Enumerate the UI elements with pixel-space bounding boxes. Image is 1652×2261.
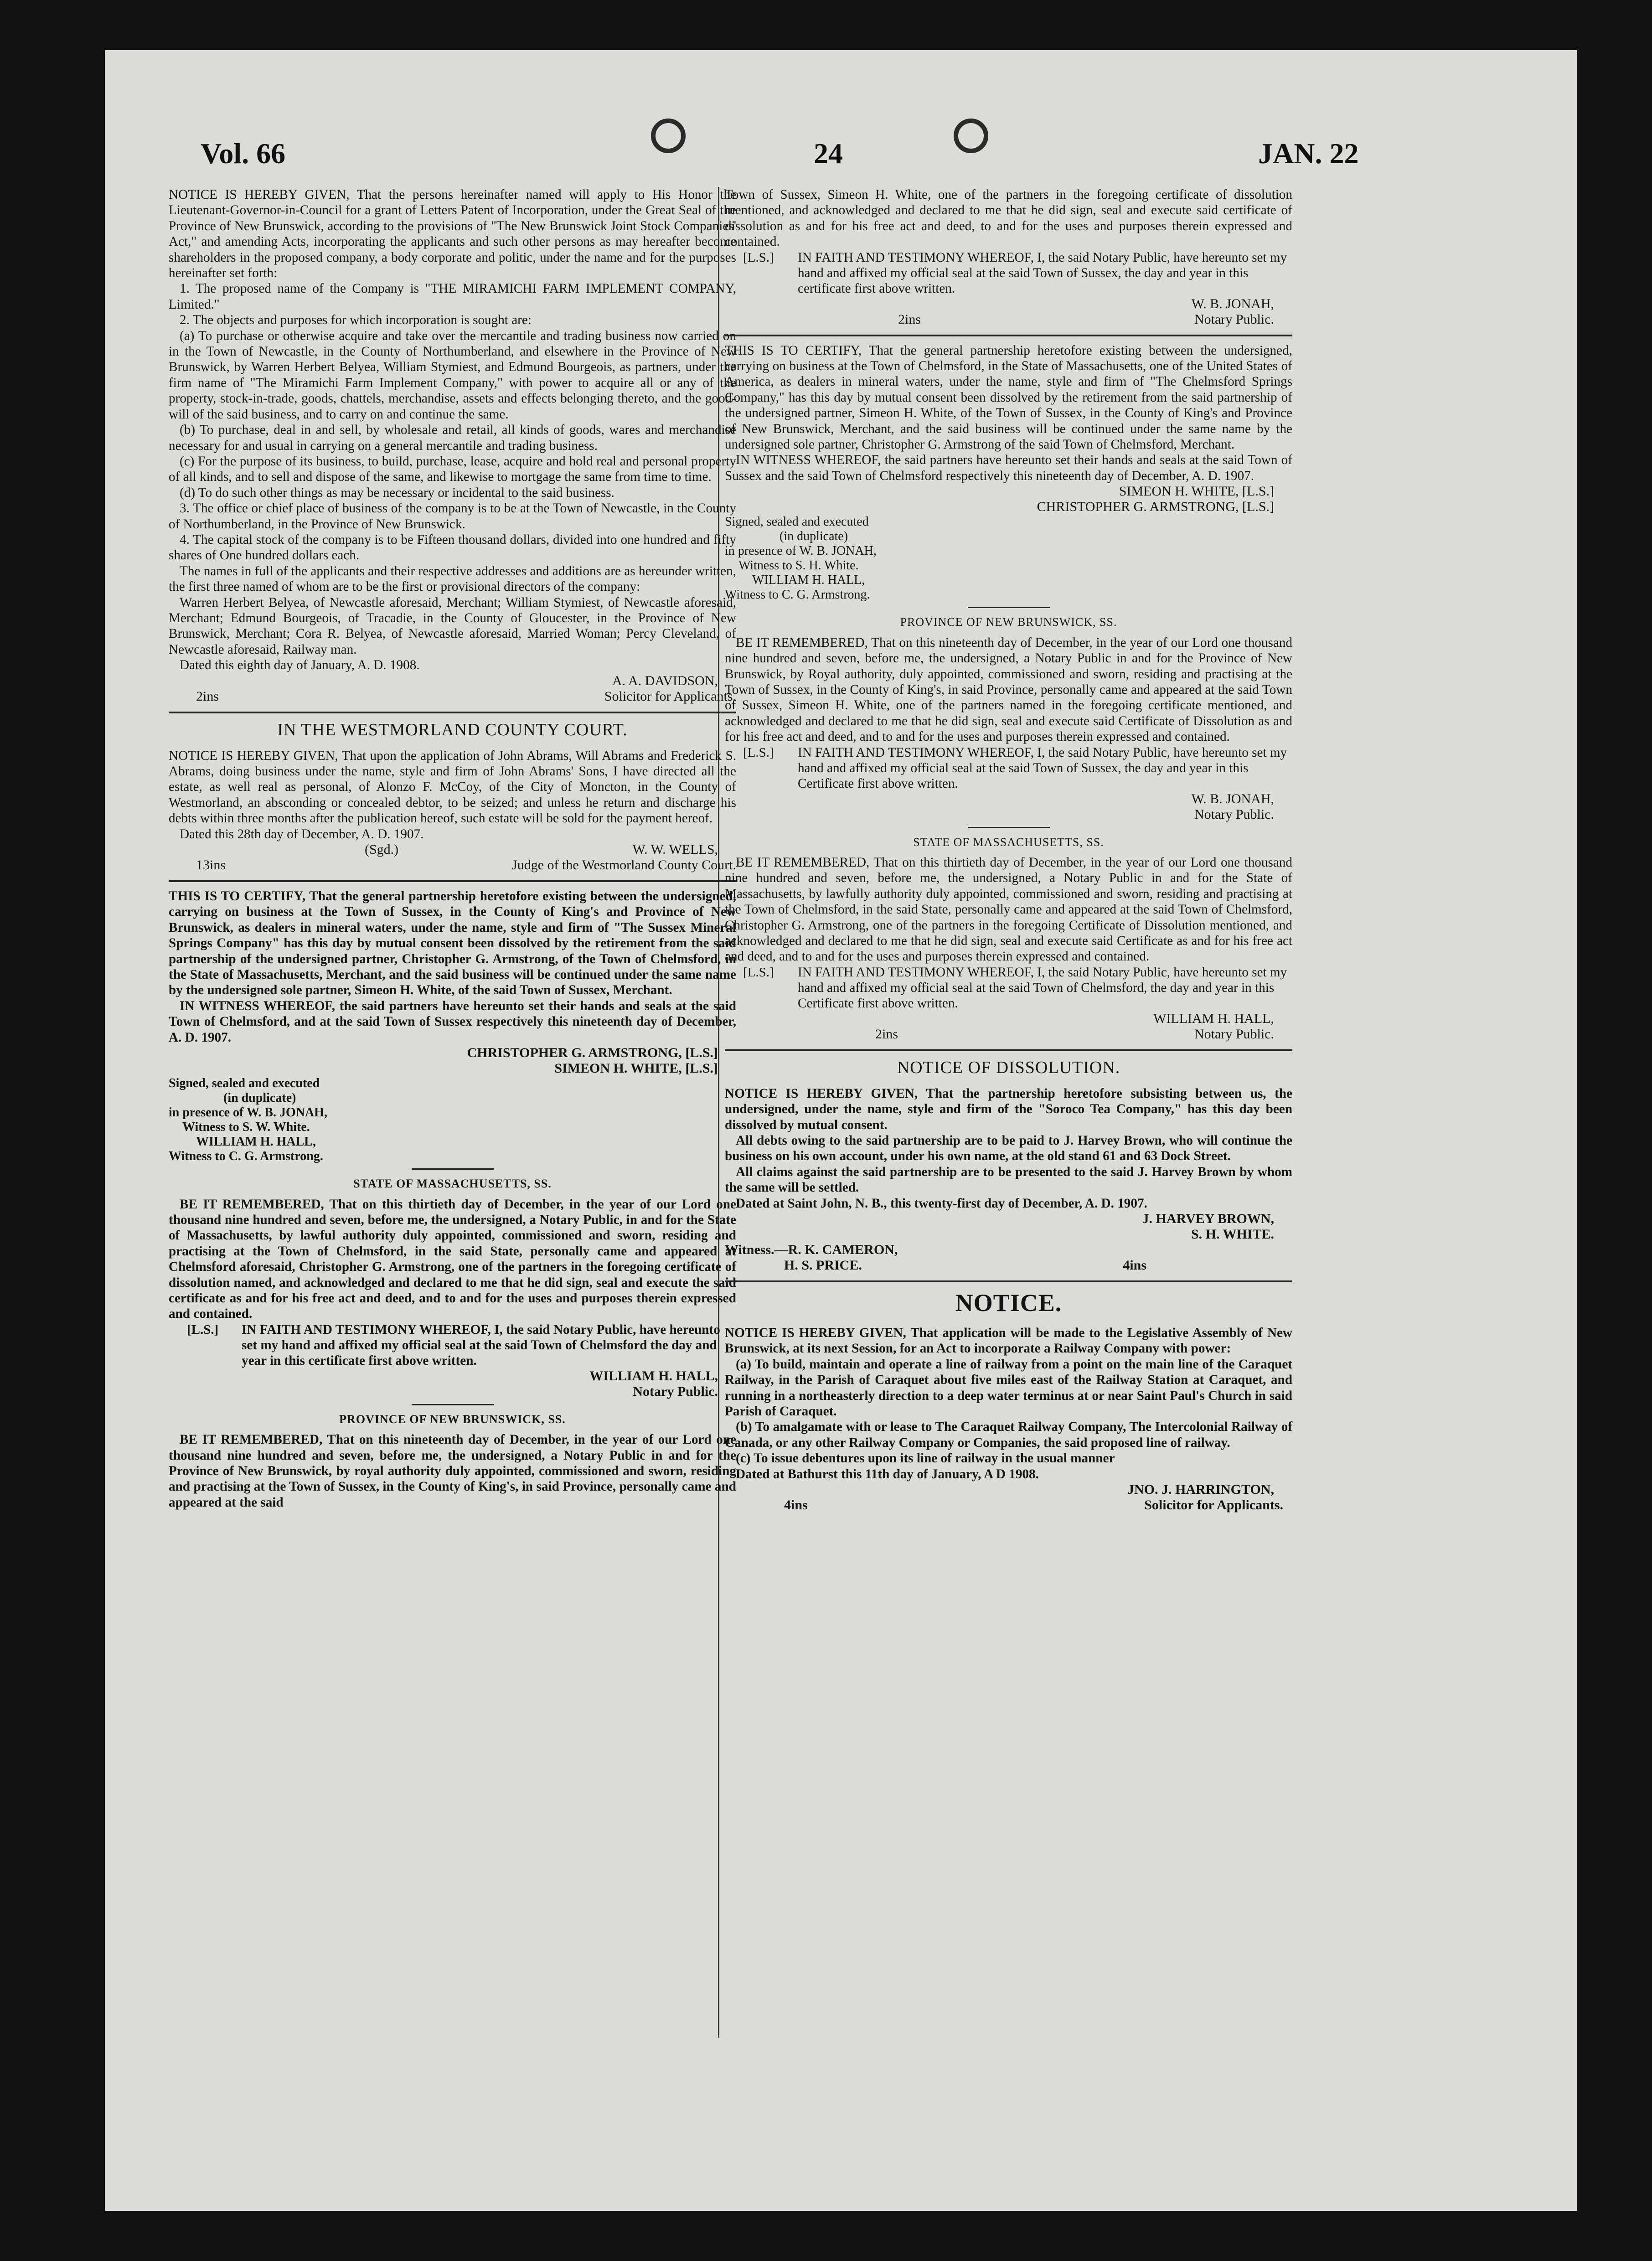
court-heading: IN THE WESTMORLAND COUNTY COURT. [277, 720, 628, 739]
issue-date: JAN. 22 [1258, 137, 1359, 170]
rail-footer [725, 1497, 1292, 1513]
witness-line: Witness to S. W. White. [182, 1120, 310, 1135]
diss-ins: 4ins [1123, 1258, 1146, 1273]
witness-line: (in duplicate) [780, 529, 848, 544]
chel-sig2: CHRISTOPHER G. ARMSTRONG, [L.S.] [1037, 499, 1274, 515]
punch-hole-left [651, 119, 686, 153]
volume-label: Vol. 66 [201, 137, 286, 170]
chel-ins: 2ins [875, 1026, 898, 1042]
punch-hole-right [954, 119, 988, 153]
page-number: 24 [814, 137, 843, 170]
dissolution-notice [725, 1086, 1292, 1273]
rail-p1: NOTICE IS HEREBY GIVEN, That application will be made to the Legislative Assembly of New Brunswick, at its next Session, for an Act to incorporate a Railway Company with power: [725, 1326, 1292, 1356]
short-divider [412, 1404, 494, 1405]
farm-ins: 2ins [196, 688, 219, 704]
farm-p6: (c) For the purpose of its business, to build, purchase, lease, acquire and hold real and personal property of all kinds, and to sell and dispose of the same, and likewise to mortgage the same from time to time. [169, 454, 736, 485]
witness-line: (in duplicate) [223, 1091, 296, 1105]
chelmsford-certificate [725, 343, 1292, 1042]
seal-mark: [L.S.] [743, 745, 774, 760]
sussex-p3: BE IT REMEMBERED, That on this thirtieth day of December, in the year of our Lord one thousand nine hundred and seven, before me, the undersigned, a Notary Public, in and for the State of Massachusetts, by lawful authority duly appointed, commissioned and sworn, residing and practising at the Town of Chelmsford, in the said State, personally came and appeared at Chelmsford aforesaid, Christopher G. Armstrong, one of the partners in the foregoing certificate of dissolution named, and acknowledged and declared to me that he did sign, seal and execute the said certificate as and for his free act and deed, and to and for the uses and purposes therein expressed and contained. [169, 1197, 736, 1321]
farm-footer [169, 689, 736, 704]
cont-ins: 2ins [898, 311, 921, 327]
court-footer [169, 857, 736, 873]
witness-line: WILLIAM H. HALL, [196, 1135, 316, 1149]
sussex-state: STATE OF MASSACHUSETTS, SS. [353, 1177, 552, 1191]
dissolution-heading: NOTICE OF DISSOLUTION. [897, 1058, 1120, 1077]
sussex-p1: THIS IS TO CERTIFY, That the general partnership heretofore existing between the undersigned, carrying on business at the Town of Sussex, in the County of King's and Province of New Brunswick, as dealers in mineral waters, under the name, style and firm of "The Sussex Mineral Springs Company" has this day by mutual consent been dissolved by the retirement from the said partnership of the undersigned partner, Christopher G. Armstrong, of the Town of Chelmsford, in the State of Massachusetts, Merchant, and the said business will be continued under the same name by the undersigned sole partner, Simeon H. White, of the said Town of Sussex, Merchant. [169, 889, 736, 998]
divider [169, 712, 736, 713]
farm-p2: 1. The proposed name of the Company is "THE MIRAMICHI FARM IMPLEMENT COMPANY, Limited." [169, 281, 736, 312]
farm-p10: The names in full of the applicants and their respective addresses and additions are as hereunder written, the first three named of whom are to be the first or provisional directors of the company: [169, 563, 736, 594]
divider [725, 1049, 1292, 1051]
chel-sig1: SIMEON H. WHITE, [L.S.] [1119, 484, 1274, 499]
sussex-p5: BE IT REMEMBERED, That on this nineteenth day of December, in the year of our Lord one thousand nine hundred and seven, before me, the undersigned, a Notary Public in and for the Province of New Brunswick, by royal authority duly appointed, commissioned and sworn, residing and practising at the Town of Sussex, in the County of King's, in said Province, personally came and appeared at the said [169, 1432, 736, 1510]
sussex-certificate [169, 888, 736, 1510]
chel-seal-block-1 [743, 745, 1292, 791]
diss-witness2: H. S. PRICE. [784, 1258, 862, 1273]
cont-notary: W. B. JONAH, [1191, 296, 1274, 311]
short-divider [412, 1168, 494, 1170]
witness-line: WILLIAM H. HALL, [752, 573, 865, 588]
sussex-notary-role: Notary Public. [633, 1383, 718, 1399]
chel-notary1-role: Notary Public. [1194, 806, 1274, 822]
chel-p4: IN FAITH AND TESTIMONY WHEREOF, I, the said Notary Public, have hereunto set my hand and affixed my official seal at the said Town of Sussex, the day and year in this Certificate first above written. [798, 745, 1287, 791]
cont-p2: IN FAITH AND TESTIMONY WHEREOF, I, the said Notary Public, have hereunto set my hand and affixed my official seal at the said Town of Sussex, the day and year in this certificate first above written. [798, 250, 1287, 296]
diss-s1: J. HARVEY BROWN, [1142, 1211, 1274, 1227]
farm-role: Solicitor for Applicants. [604, 688, 736, 704]
railway-heading: NOTICE. [955, 1289, 1062, 1317]
witness-line: Witness to C. G. Armstrong. [725, 588, 870, 602]
railway-notice [725, 1325, 1292, 1513]
witness-line: Witness to S. H. White. [738, 558, 859, 573]
short-divider [968, 607, 1050, 608]
farm-implement-notice [169, 187, 736, 704]
rail-ins: 4ins [784, 1497, 808, 1513]
court-signer: W. W. WELLS, [632, 842, 718, 857]
diss-s2: S. H. WHITE. [1191, 1227, 1274, 1242]
divider [725, 335, 1292, 336]
witness-line: Signed, sealed and executed [725, 515, 869, 529]
witness-line: in presence of W. B. JONAH, [725, 544, 877, 558]
seal-mark: [L.S.] [743, 250, 774, 265]
cont-footer [725, 312, 1292, 327]
chel-p1: THIS IS TO CERTIFY, That the general partnership heretofore existing between the undersigned, carrying on business at the Town of Chelmsford, in the State of Massachusetts, one of the United States of America, as dealers in mineral waters, under the name, style and firm of "The Chelmsford Springs Company," has this day by mutual consent been dissolved by the retirement from the said partnership of the undersigned partner, Simeon H. White, of the Town of Sussex, in the County of King's and Province of New Brunswick, Merchant, and the said business will be continued under the same name by the undersigned sole partner, Christopher G. Armstrong of the said Town of Chelmsford, Merchant. [725, 343, 1292, 452]
farm-p11: Warren Herbert Belyea, of Newcastle aforesaid, Merchant; William Stymiest, of Newcastle aforesaid, Merchant; Edmund Bourgeois, of Tracadie, in the County of Gloucester, in the Province of New Brunswick, Merchant; Cora R. Belyea, of Newcastle aforesaid, Married Woman; Percy Cleveland, of Newcastle aforesaid, Railway man. [169, 595, 736, 657]
sussex-province: PROVINCE OF NEW BRUNSWICK, SS. [339, 1412, 566, 1426]
witness-line: in presence of W. B. JONAH, [169, 1105, 327, 1120]
rail-role: Solicitor for Applicants. [1144, 1497, 1283, 1513]
court-notice [169, 748, 736, 873]
court-sign-row [169, 842, 736, 857]
sussex-sig1: CHRISTOPHER G. ARMSTRONG, [L.S.] [467, 1045, 718, 1061]
continued-certificate [725, 187, 1292, 327]
farm-p1: NOTICE IS HEREBY GIVEN, That the persons hereinafter named will apply to His Honor the Lieutenant-Governor-in-Council for a grant of Letters Patent of Incorporation, under the Great Seal of the Province of New Brunswick, according to the provisions of "The New Brunswick Joint Stock Companies' Act," and amending Acts, incorporating the applicants and such other persons as may hereafter become shareholders in the proposed company, a body corporate and politic, under the name and for the purposes hereinafter set forth: [169, 187, 736, 281]
rail-p3: (b) To amalgamate with or lease to The Caraquet Railway Company, The Intercolonial Railway of Canada, or any other Railway Company or Companies, the said proposed line of railway. [725, 1420, 1292, 1450]
sussex-notary: WILLIAM H. HALL, [589, 1368, 718, 1383]
court-role: Judge of the Westmorland County Court. [512, 857, 736, 873]
diss-p3: All claims against the said partnership are to be presented to the said J. Harvey Brown by whom the same will be settled. [725, 1164, 1292, 1195]
chel-witnesses [725, 515, 1292, 602]
farm-signer: A. A. DAVIDSON, [612, 673, 718, 688]
court-p1: NOTICE IS HEREBY GIVEN, That upon the application of John Abrams, Will Abrams and Frederick S. Abrams, doing business under the name, style and firm of John Abrams' Sons, I have directed all the estate, as well real as personal, of Alonzo F. McCoy, of the City of Moncton, in the County of Westmorland, an absconding or concealed debtor, to be seized; and unless he return and discharge his debts within three months after the publication hereof, such estate will be sold for the payment hereof. [169, 748, 736, 826]
rail-p4: (c) To issue debentures upon its line of railway in the usual manner [736, 1451, 1115, 1466]
chel-notary2-role: Notary Public. [1194, 1026, 1274, 1042]
short-divider [968, 827, 1050, 828]
cont-role: Notary Public. [1194, 311, 1274, 327]
cont-p1: Town of Sussex, Simeon H. White, one of the partners in the foregoing certificate of dissolution mentioned, and acknowledged and declared to me that he did sign, seal and execute said certificate of dissolution as and for his free act and deed, to and for the uses and purposes therein expressed and contained. [725, 187, 1292, 249]
witness-line: Witness to C. G. Armstrong. [169, 1149, 323, 1164]
chel-notary2: WILLIAM H. HALL, [1153, 1011, 1274, 1026]
chel-state: STATE OF MASSACHUSETTS, SS. [913, 835, 1104, 849]
chel-seal-block-2 [743, 965, 1292, 1011]
right-column [725, 187, 1292, 1520]
chel-p3: BE IT REMEMBERED, That on this nineteenth day of December, in the year of our Lord one thousand nine hundred and seven, before me, the undersigned, a Notary Public in and for the Province of New Brunswick, by Royal authority, duly appointed, commissioned and sworn, residing and practising at the Town of Sussex, in the County of King's, in said Province, personally came and appeared at the said Town of Sussex, Simeon H. White, one of the partners named in the foregoing certificate mentioned, and acknowledged and declared to me that he did sign, seal and execute said Certificate of Dissolution as and for his free act and deed, and to and for the uses and purposes therein expressed and contained. [725, 635, 1292, 744]
left-column [169, 187, 736, 1518]
chel-p2: IN WITNESS WHEREOF, the said partners have hereunto set their hands and seals at the said Town of Sussex and the said Town of Chelmsford respectively this nineteenth day of December, A. D. 1907. [725, 453, 1292, 483]
chel-p5: BE IT REMEMBERED, That on this thirtieth day of December, in the year of our Lord one thousand nine hundred and seven, before me, the undersigned, a Notary Public in and for the State of Massachusetts, by lawfully authority duly appointed, commissioned and sworn, residing and practising at the Town of Chelmsford, in the said State, personally came and appeared at the said Town of Chelmsford, Christopher G. Armstrong, one of the partners in the foregoing Certificate of Dissolution mentioned, and acknowledged and declared to me that he did sign, seal and execute said Certificate as and for his free act and deed, and to and for the uses and purposes therein expressed and contained. [725, 855, 1292, 964]
chel-province: PROVINCE OF NEW BRUNSWICK, SS. [900, 615, 1117, 629]
court-dated: Dated this 28th day of December, A. D. 1907. [180, 826, 424, 841]
rail-dated: Dated at Bathurst this 11th day of January, A D 1908. [736, 1466, 1039, 1482]
chel-notary1: W. B. JONAH, [1191, 791, 1274, 806]
divider [725, 1280, 1292, 1282]
diss-p1: NOTICE IS HEREBY GIVEN, That the partnership heretofore subsisting between us, the undersigned, under the name, style and firm of the "Soroco Tea Company," has this day been dissolved by mutual consent. [725, 1086, 1292, 1132]
divider [169, 880, 736, 882]
rail-p2: (a) To build, maintain and operate a line of railway from a point on the main line of the Caraquet Railway, in the Parish of Caraquet about five miles east of the Railway Station at Caraquet, and running in a northeasterly direction to a deep water terminus at or near Saint Paul's Church in said Parish of Caraquet. [725, 1357, 1292, 1419]
diss-witness1: Witness.—R. K. CAMERON, [725, 1242, 898, 1258]
sussex-p2: IN WITNESS WHEREOF, the said partners have hereunto set their hands and seals at the said Town of Chelmsford, and at the said Town of Sussex respectively this nineteenth day of December, A. D. 1907. [169, 998, 736, 1045]
court-sgd: (Sgd.) [365, 842, 399, 857]
rail-signer: JNO. J. HARRINGTON, [1127, 1482, 1274, 1497]
farm-p3: 2. The objects and purposes for which incorporation is sought are: [180, 313, 532, 328]
cont-seal-block [743, 250, 1292, 296]
farm-p9: 4. The capital stock of the company is to be Fifteen thousand dollars, divided into one hundred and fifty shares of One hundred dollars each. [169, 532, 736, 563]
chel-p6: IN FAITH AND TESTIMONY WHEREOF, I, the said Notary Public, have hereunto set my hand and affixed my official seal at the said Town of Chelmsford, the day and year in this Certificate first above written. [798, 965, 1287, 1011]
farm-p5: (b) To purchase, deal in and sell, by wholesale and retail, all kinds of goods, wares and merchandise necessary for and usual in carrying on a general mercantile and trading business. [169, 423, 736, 453]
farm-p4: (a) To purchase or otherwise acquire and take over the mercantile and trading business now carried on in the Town of Newcastle, in the County of Northumberland, and elsewhere in the Province of New Brunswick, by Warren Herbert Belyea, William Stymiest, and Edmund Bourgeois, as partners, under the firm name of "The Miramichi Farm Implement Company," with power to acquire all or any of the property, stock-in-trade, goods, chattels, merchandise, assets and effects belonging thereto, and the good-will of the said business, and to carry on and continue the same. [169, 328, 736, 422]
diss-footer [725, 1258, 1292, 1273]
witness-line: Signed, sealed and executed [169, 1076, 320, 1091]
sussex-seal-block [187, 1322, 736, 1368]
diss-p4: Dated at Saint John, N. B., this twenty-first day of December, A. D. 1907. [736, 1196, 1147, 1211]
sussex-witnesses [169, 1076, 736, 1164]
diss-p2: All debts owing to the said partnership are to be paid to J. Harvey Brown, who will continue the business on his own account, under his own name, at the old stand 61 and 63 Dock Street. [725, 1133, 1292, 1164]
farm-p7: (d) To do such other things as may be necessary or incidental to the said business. [180, 485, 614, 500]
farm-dated: Dated this eighth day of January, A. D. 1908. [180, 658, 420, 673]
court-ins: 13ins [196, 857, 226, 873]
sussex-sig2: SIMEON H. WHITE, [L.S.] [554, 1061, 718, 1076]
seal-mark: [L.S.] [743, 965, 774, 980]
diss-witness-row [725, 1242, 1292, 1258]
chel-footer [725, 1027, 1292, 1042]
seal-mark: [L.S.] [187, 1322, 219, 1337]
sussex-p4: IN FAITH AND TESTIMONY WHEREOF, I, the said Notary Public, have hereunto set my hand and affixed my official seal at the said Town of Chelmsford the day and year in this certificate first above written. [242, 1322, 720, 1368]
farm-p8: 3. The office or chief place of business of the company is to be at the Town of Newcastle, in the County of Northumberland, in the Province of New Brunswick. [169, 501, 736, 532]
